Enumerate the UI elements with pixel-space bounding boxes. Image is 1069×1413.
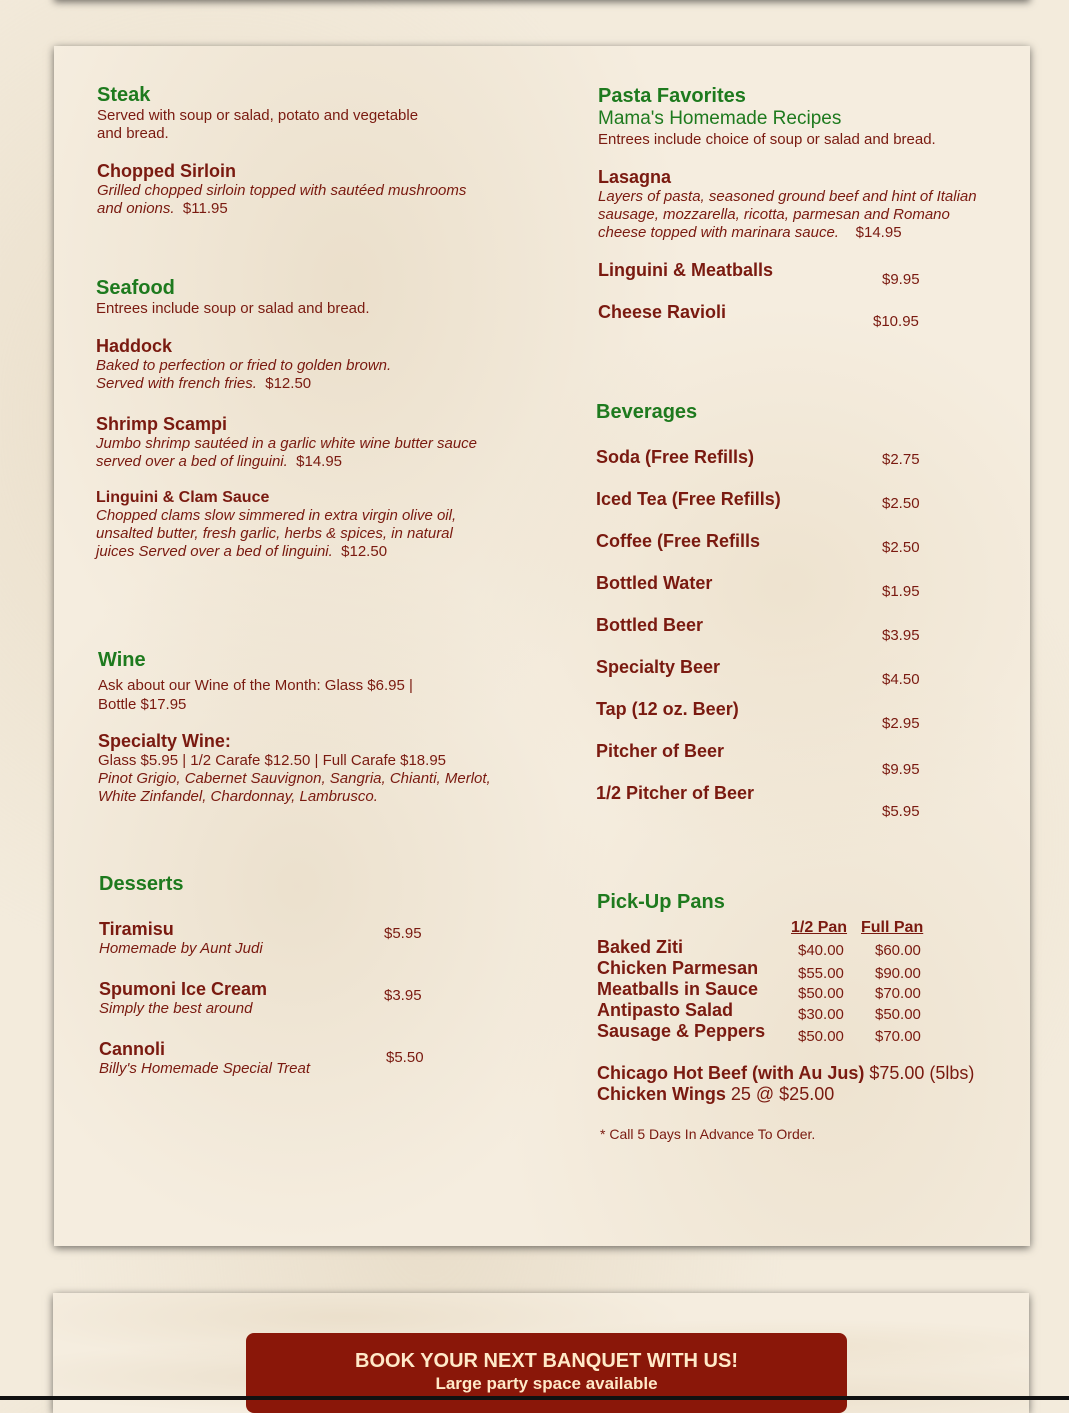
pan-full-price: $90.00: [875, 965, 921, 982]
pan-item: Baked Ziti: [597, 937, 684, 957]
pan-full-price: $60.00: [875, 942, 921, 959]
cannoli-price: $5.50: [386, 1049, 424, 1066]
pan-item: Sausage & Peppers: [597, 1021, 766, 1041]
haddock-description: Baked to perfection or fried to golden brown. Served with french fries. $12.50: [96, 357, 392, 392]
steak-description: Served with soup or salad, potato and vegetable and bread.: [97, 107, 419, 142]
cannoli-description: Billy's Homemade Special Treat: [99, 1060, 310, 1077]
pan-half-price: $50.00: [798, 985, 844, 1002]
hot-beef-price: $75.00 (5lbs): [869, 1063, 975, 1083]
chopped-sirloin-name: Chopped Sirloin: [97, 161, 236, 181]
beverage-item: Pitcher of Beer: [596, 741, 725, 761]
half-pan-header: 1/2 Pan: [791, 919, 848, 936]
haddock-name: Haddock: [96, 336, 173, 356]
banquet-banner[interactable]: [246, 1333, 847, 1413]
linguini-meatballs-name: Linguini & Meatballs: [598, 260, 774, 280]
specialty-wine-varieties: Pinot Grigio, Cabernet Sauvignon, Sangria, Chianti, Merlot, White Zinfandel, Chardonnay, Lambrusco.: [98, 770, 491, 805]
beverage-price: $2.50: [882, 495, 920, 512]
chicken-wings-line: [597, 1084, 834, 1105]
pasta-subtitle: Mama's Homemade Recipes: [598, 108, 842, 129]
linguini-clam-name: Linguini & Clam Sauce: [96, 489, 270, 506]
seafood-description: Entrees include soup or salad and bread.: [96, 300, 370, 317]
shrimp-scampi-name: Shrimp Scampi: [96, 414, 228, 434]
spumoni-price: $3.95: [384, 987, 422, 1004]
chopped-sirloin-description: Grilled chopped sirloin topped with sautéed mushrooms and onions. $11.95: [97, 182, 467, 217]
beverage-price: $1.95: [882, 583, 920, 600]
chicken-wings-price: 25 @ $25.00: [730, 1084, 835, 1104]
advance-order-note: * Call 5 Days In Advance To Order.: [600, 1126, 816, 1142]
linguini-clam-price: $12.50: [341, 543, 388, 560]
beverage-price: $4.50: [882, 671, 920, 688]
shrimp-scampi-description: Jumbo shrimp sautéed in a garlic white wine butter sauce served over a bed of linguini. $14.95: [96, 435, 478, 470]
spumoni-name: Spumoni Ice Cream: [99, 979, 268, 999]
tiramisu-price: $5.95: [384, 925, 422, 942]
shrimp-scampi-price: $14.95: [296, 453, 343, 470]
full-pan-header: Full Pan: [861, 919, 924, 936]
linguini-clam-description: Chopped clams slow simmered in extra virgin olive oil, unsalted butter, fresh garlic, herbs & spices, in natural juices Served over a bed of linguini. $12.50: [96, 507, 457, 560]
beverage-item: Iced Tea (Free Refills): [596, 489, 781, 509]
pasta-heading: Pasta Favorites: [598, 85, 746, 107]
cheese-ravioli-price: $10.95: [873, 313, 919, 330]
wine-of-month: Ask about our Wine of the Month: Glass $6.95 | Bottle $17.95: [98, 677, 413, 713]
banquet-banner-title: BOOK YOUR NEXT BANQUET WITH US!: [355, 1350, 738, 1372]
steak-heading: Steak: [97, 84, 151, 106]
haddock-price: $12.50: [265, 375, 312, 392]
cannoli-name: Cannoli: [99, 1039, 165, 1059]
beverage-item: Bottled Water: [596, 573, 713, 593]
pan-full-price: $50.00: [875, 1006, 921, 1023]
chopped-sirloin-price: $11.95: [182, 200, 228, 217]
bottom-edge-bar: [0, 1396, 1069, 1400]
spumoni-description: Simply the best around: [99, 1000, 253, 1017]
beverage-price: $9.95: [882, 761, 920, 778]
banquet-banner-subtitle: Large party space available: [435, 1374, 658, 1393]
beverage-price: $2.75: [882, 451, 920, 468]
pan-full-price: $70.00: [875, 985, 921, 1002]
chicken-wings-name: Chicken Wings: [597, 1084, 726, 1104]
tiramisu-name: Tiramisu: [99, 919, 174, 939]
beverage-item: Soda (Free Refills): [596, 447, 755, 467]
lasagna-description: Layers of pasta, seasoned ground beef and hint of Italian sausage, mozzarella, ricotta, parmesan and Romano cheese topped with marinara sauce. $14.95: [598, 188, 977, 241]
beverage-item: Bottled Beer: [596, 615, 704, 635]
beverage-price: $3.95: [882, 627, 920, 644]
pickup-pans-heading: Pick-Up Pans: [597, 891, 725, 913]
pasta-description: Entrees include choice of soup or salad and bread.: [598, 131, 936, 148]
hot-beef-line: [597, 1063, 974, 1084]
specialty-wine-heading: Specialty Wine:: [98, 731, 231, 751]
beverage-price: $2.50: [882, 539, 920, 556]
tiramisu-description: Homemade by Aunt Judi: [99, 940, 263, 957]
beverage-item: Coffee (Free Refills: [596, 531, 761, 551]
beverage-item: Specialty Beer: [596, 657, 721, 677]
pan-item: Meatballs in Sauce: [597, 979, 759, 999]
pan-half-price: $55.00: [798, 965, 844, 982]
wine-heading: Wine: [98, 649, 146, 671]
beverage-item: 1/2 Pitcher of Beer: [596, 783, 755, 803]
pan-full-price: $70.00: [875, 1028, 921, 1045]
pan-item: Chicken Parmesan: [597, 958, 759, 978]
hot-beef-name: Chicago Hot Beef (with Au Jus): [597, 1063, 865, 1083]
specialty-wine-prices: Glass $5.95 | 1/2 Carafe $12.50 | Full Carafe $18.95: [98, 752, 447, 769]
beverage-price: $2.95: [882, 715, 920, 732]
beverage-price: $5.95: [882, 803, 920, 820]
beverage-item: Tap (12 oz. Beer): [596, 699, 739, 719]
seafood-heading: Seafood: [96, 277, 175, 299]
pan-half-price: $30.00: [798, 1006, 844, 1023]
cheese-ravioli-name: Cheese Ravioli: [598, 302, 727, 322]
beverages-heading: Beverages: [596, 401, 698, 423]
desserts-heading: Desserts: [99, 873, 184, 895]
pan-half-price: $40.00: [798, 942, 844, 959]
pan-half-price: $50.00: [798, 1028, 844, 1045]
linguini-meatballs-price: $9.95: [882, 271, 920, 288]
lasagna-price: $14.95: [855, 224, 902, 241]
pan-item: Antipasto Salad: [597, 1000, 734, 1020]
lasagna-name: Lasagna: [598, 167, 672, 187]
